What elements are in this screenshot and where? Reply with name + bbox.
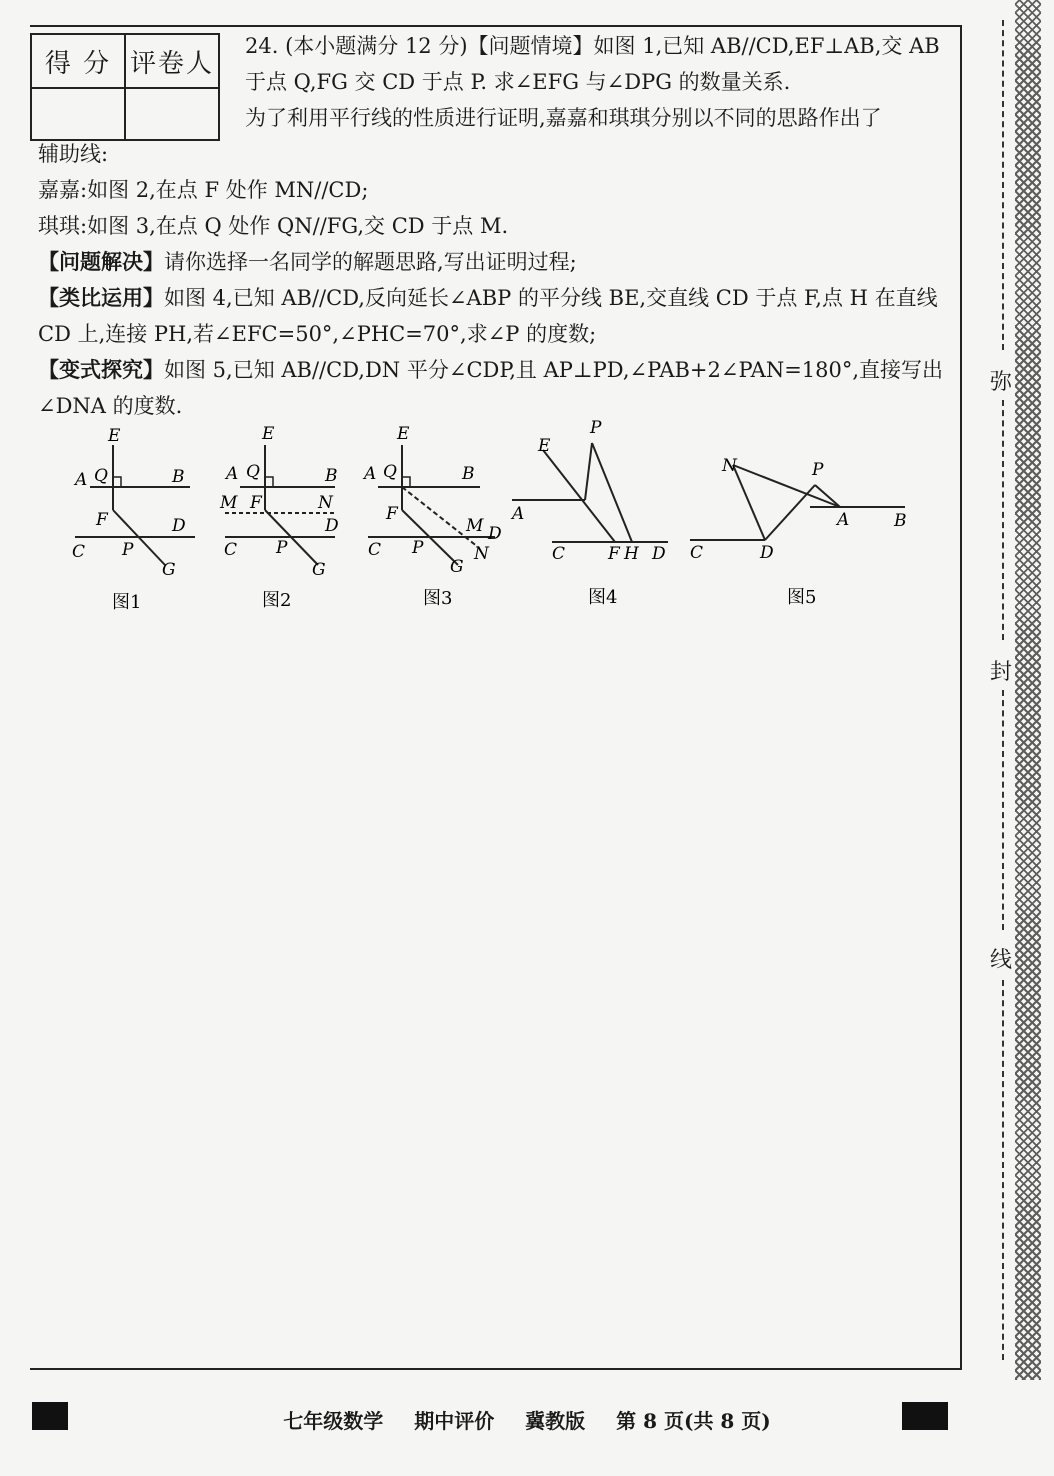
binding-margin-pattern	[1015, 0, 1041, 1380]
fig1-label-G: G	[162, 560, 176, 580]
frame-bottom-border	[30, 1368, 962, 1370]
fig3-label-G: G	[450, 557, 464, 577]
figures-panel	[0, 415, 940, 625]
fig2-label-M: M	[220, 493, 238, 513]
fig2-label-G: G	[312, 560, 326, 580]
solve-text: 请你选择一名同学的解题思路,写出证明过程;	[164, 250, 577, 274]
fig1-label-F: F	[96, 510, 108, 530]
fig3-label-D: D	[488, 524, 502, 544]
problem-line-1: 24. (本小题满分 12 分)【问题情境】如图 1,已知 AB//CD,EF⊥AB,交 AB	[245, 34, 940, 58]
fig1-label-Q: Q	[94, 466, 108, 486]
fig4-label-H: H	[624, 544, 639, 564]
footer-page: 第 8 页(共 8 页)	[616, 1409, 771, 1433]
seal-line-segment	[1002, 980, 1004, 1360]
jiajia-method: 嘉嘉:如图 2,在点 F 处作 MN//CD;	[38, 178, 369, 202]
fig1-caption: 图1	[112, 592, 142, 613]
explore-text-1: 如图 5,已知 AB//CD,DN 平分∠CDP,且 AP⊥PD,∠PAB+2∠PAN=180°,直接写出	[164, 358, 944, 382]
fig2-label-N: N	[318, 493, 333, 513]
frame-top-border	[30, 25, 962, 27]
fig4-label-C: C	[552, 544, 566, 564]
fig2-label-P: P	[276, 538, 288, 558]
fig5-caption: 图5	[787, 587, 817, 608]
fig2-label-B: B	[325, 466, 338, 486]
explore-tag: 【变式探究】	[38, 357, 164, 382]
figure-5	[690, 465, 905, 540]
fig2-label-A: A	[226, 464, 239, 484]
fig5-label-D: D	[760, 543, 774, 563]
fig1-label-D: D	[172, 516, 186, 536]
fig1-label-E: E	[108, 426, 121, 446]
fig3-caption: 图3	[423, 588, 453, 609]
fig3-label-N: N	[474, 544, 489, 564]
explore-section	[38, 352, 943, 388]
fig1-label-B: B	[172, 467, 185, 487]
fig4-label-F: F	[608, 544, 620, 564]
seal-line-segment	[1002, 20, 1004, 350]
solve-tag: 【问题解决】	[38, 249, 164, 274]
solve-section	[38, 244, 577, 280]
fig2-label-Q: Q	[246, 462, 260, 482]
grader-header: 评卷人	[125, 34, 219, 88]
problem-line-4: 辅助线:	[38, 142, 109, 166]
score-cell[interactable]	[31, 88, 125, 140]
fig1-label-C: C	[72, 542, 86, 562]
problem-line-3: 为了利用平行线的性质进行证明,嘉嘉和琪琪分别以不同的思路作出了	[245, 106, 882, 130]
footer-edition: 冀教版	[525, 1409, 586, 1433]
fig3-label-E: E	[397, 424, 410, 444]
fig4-label-P: P	[590, 418, 602, 438]
figure-1	[75, 445, 195, 565]
fig4-caption: 图4	[588, 587, 618, 608]
score-table	[30, 33, 220, 141]
seal-char-1: 弥	[990, 370, 1013, 395]
seal-char-3: 线	[990, 948, 1013, 973]
fig5-label-C: C	[690, 543, 704, 563]
seal-line-segment	[1002, 690, 1004, 930]
page-footer	[0, 1405, 1054, 1434]
fig3-label-F: F	[386, 504, 398, 524]
analogy-section	[38, 280, 938, 316]
explore-text-2: ∠DNA 的度数.	[38, 394, 183, 418]
fig3-label-B: B	[462, 464, 475, 484]
seal-char-2: 封	[990, 660, 1013, 685]
fig5-label-B: B	[894, 511, 907, 531]
fig2-label-E: E	[262, 424, 275, 444]
fig2-label-C: C	[224, 540, 238, 560]
fig4-label-D: D	[652, 544, 666, 564]
fig2-label-D: D	[325, 516, 339, 536]
analogy-tag: 【类比运用】	[38, 285, 164, 310]
fig1-label-P: P	[122, 540, 134, 560]
analogy-text-1: 如图 4,已知 AB//CD,反向延长∠ABP 的平分线 BE,交直线 CD 于点 F,点 H 在直线	[164, 286, 938, 310]
fig3-label-Q: Q	[383, 462, 397, 482]
figure-4	[512, 443, 668, 542]
fig4-label-E: E	[538, 436, 551, 456]
fig3-label-M: M	[466, 516, 484, 536]
footer-grade: 七年级数学	[283, 1409, 384, 1433]
fig5-label-P: P	[812, 460, 824, 480]
fig2-label-F: F	[250, 493, 262, 513]
score-header: 得 分	[31, 34, 125, 88]
footer-exam: 期中评价	[414, 1409, 495, 1433]
fig3-label-A: A	[364, 464, 377, 484]
fig5-label-A: A	[837, 510, 850, 530]
qiqi-method: 琪琪:如图 3,在点 Q 处作 QN//FG,交 CD 于点 M.	[38, 214, 509, 238]
fig2-caption: 图2	[262, 590, 292, 611]
frame-right-border	[960, 25, 962, 1370]
fig3-label-P: P	[412, 538, 424, 558]
problem-line-2: 于点 Q,FG 交 CD 于点 P. 求∠EFG 与∠DPG 的数量关系.	[245, 70, 791, 94]
fig3-label-C: C	[368, 540, 382, 560]
analogy-text-2: CD 上,连接 PH,若∠EFC=50°,∠PHC=70°,求∠P 的度数;	[38, 322, 597, 346]
seal-line-segment	[1002, 400, 1004, 640]
fig4-label-A: A	[512, 504, 525, 524]
fig5-label-N: N	[722, 456, 737, 476]
grader-cell[interactable]	[125, 88, 219, 140]
fig1-label-A: A	[75, 470, 88, 490]
